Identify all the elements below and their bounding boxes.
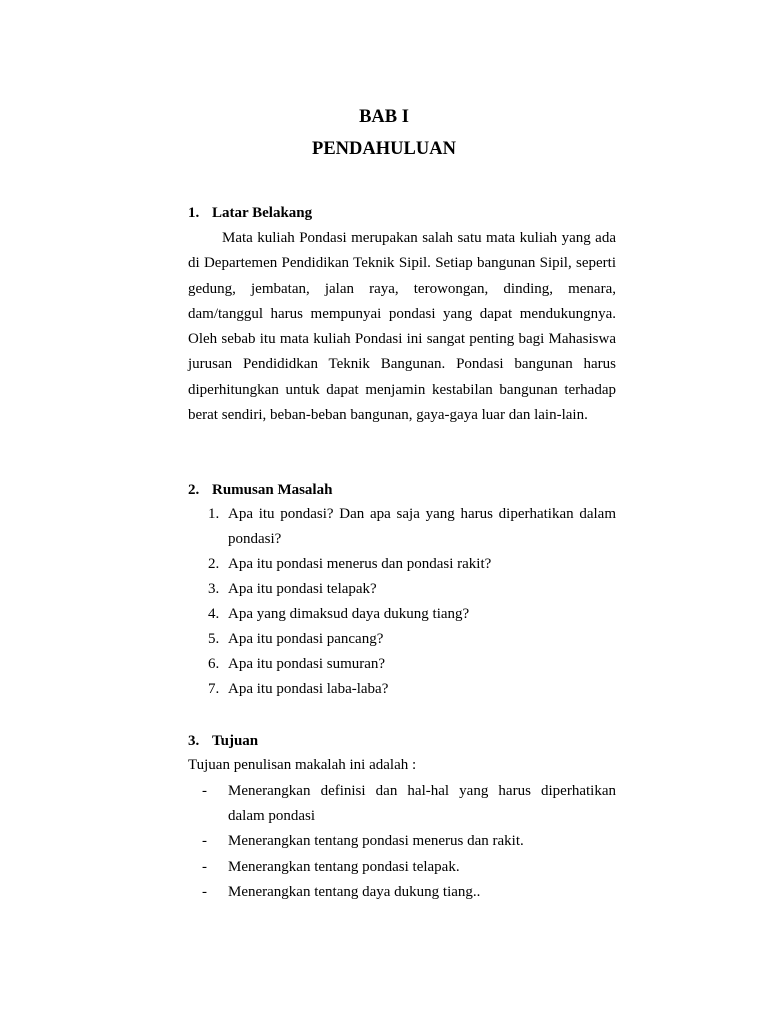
list-item-text: Apa itu pondasi laba-laba? (228, 681, 389, 697)
section-3-title: Tujuan (212, 733, 259, 749)
list-item-text: Menerangkan tentang pondasi telapak. (228, 859, 460, 875)
list-item-text: Apa itu pondasi sumuran? (228, 656, 386, 672)
list-item (202, 880, 616, 905)
list-item-dash: - (202, 859, 207, 875)
list-item-number: 3. (208, 581, 220, 597)
list-item (208, 552, 616, 577)
list-item-text: Menerangkan tentang pondasi menerus dan rakit. (228, 833, 524, 849)
section-1-title: Latar Belakang (212, 205, 313, 221)
list-item (208, 602, 616, 627)
list-item-number: 2. (208, 556, 220, 572)
section-2-heading (188, 480, 332, 500)
chapter-label: BAB I (359, 107, 409, 127)
list-item (208, 677, 616, 702)
section-1-number: 1. (188, 205, 200, 221)
list-item-text: Menerangkan definisi dan hal-hal yang harus diperhatikan dalam pondasi (228, 783, 616, 825)
list-item-text: Apa yang dimaksud daya dukung tiang? (228, 606, 470, 622)
list-item-number: 4. (208, 606, 220, 622)
list-item-text: Apa itu pondasi? Dan apa saja yang harus diperhatikan dalam pondasi? (228, 506, 616, 548)
list-item-number: 5. (208, 631, 220, 647)
list-item (208, 652, 616, 677)
list-item (208, 577, 616, 602)
list-item-dash: - (202, 783, 207, 799)
list-item (202, 829, 616, 854)
list-item-text: Menerangkan tentang daya dukung tiang.. (228, 884, 481, 900)
section-3-intro: Tujuan penulisan makalah ini adalah : (188, 757, 417, 773)
list-item (202, 855, 616, 880)
section-3-number: 3. (188, 733, 200, 749)
list-item-number: 1. (208, 506, 220, 522)
list-item-text: Apa itu pondasi menerus dan pondasi rakit? (228, 556, 492, 572)
list-item-dash: - (202, 833, 207, 849)
list-item (202, 779, 616, 830)
list-item-number: 7. (208, 681, 220, 697)
list-item (208, 627, 616, 652)
list-item (208, 502, 616, 553)
list-item-text: Apa itu pondasi telapak? (228, 581, 377, 597)
chapter-title: PENDAHULUAN (312, 139, 456, 159)
list-item-number: 6. (208, 656, 220, 672)
section-1-heading (188, 203, 312, 223)
section-2-title: Rumusan Masalah (212, 482, 333, 498)
section-2-number: 2. (188, 482, 200, 498)
list-item-dash: - (202, 884, 207, 900)
section-1-paragraph: Mata kuliah Pondasi merupakan salah satu mata kuliah yang ada di Departemen Pendidikan Teknik Sipil. Setiap bangunan Sipil, seperti gedung, jembatan, jalan raya, terowongan, dinding, menara, dam/tanggul harus mempunyai pondasi yang dapat mendukungnya. Oleh sebab itu mata kuliah Pondasi ini sangat penting bagi Mahasiswa jurusan Pendididkan Teknik Bangunan. Pondasi bangunan harus diperhitungkan untuk dapat menjamin kestabilan bangunan terhadap berat sendiri, beban-beban bangunan, gaya-gaya luar dan lain-lain. (188, 230, 616, 424)
section-3-heading (188, 731, 258, 751)
list-item-text: Apa itu pondasi pancang? (228, 631, 384, 647)
